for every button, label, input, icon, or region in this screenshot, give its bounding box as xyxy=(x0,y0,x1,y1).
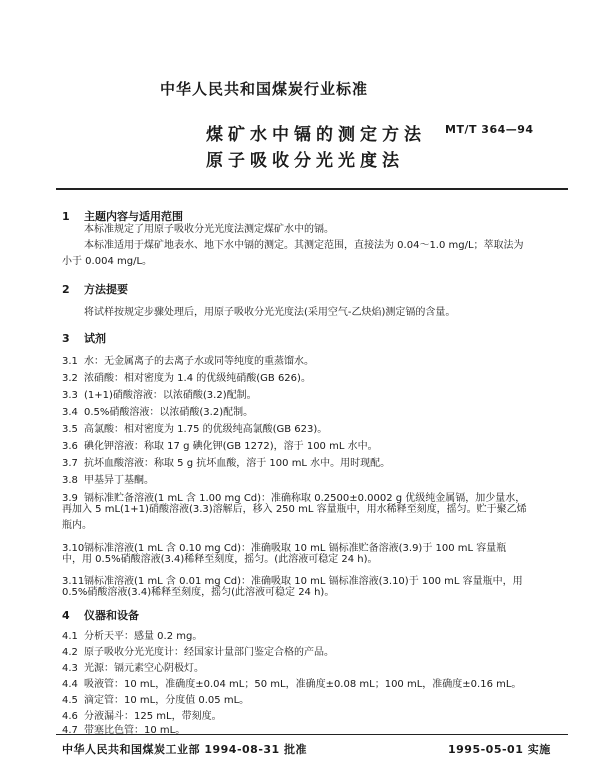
item-text: 滴定管：10 mL，分度值 0.05 mL。 xyxy=(84,695,250,706)
list-item xyxy=(62,659,204,674)
section-number: 2 xyxy=(62,283,70,296)
item-number: 4.5 xyxy=(62,695,78,706)
item-text: (1+1)硝酸溶液：以浓硝酸(3.2)配制。 xyxy=(84,390,257,401)
item-continuation: 瓶内。 xyxy=(62,520,92,531)
item-text: 高氯酸：相对密度为 1.75 的优级纯高氯酸(GB 623)。 xyxy=(84,424,328,435)
item-number: 4.4 xyxy=(62,679,78,690)
list-item xyxy=(62,691,249,706)
list-item xyxy=(62,471,154,486)
section-title: 主题内容与适用范围 xyxy=(84,210,183,223)
item-text: 甲基异丁基酮。 xyxy=(84,475,154,486)
item-text: 浓硝酸：相对密度为 1.4 的优级纯硝酸(GB 626)。 xyxy=(84,373,311,384)
section-title: 试剂 xyxy=(84,332,106,345)
header-divider xyxy=(56,188,568,190)
list-item xyxy=(62,454,390,469)
section-number: 1 xyxy=(62,210,70,223)
item-text: 光源：镉元素空心阴极灯。 xyxy=(84,663,204,674)
list-item xyxy=(62,707,222,722)
list-item xyxy=(62,403,253,418)
item-number: 3.11 xyxy=(62,576,85,587)
section-title: 仪器和设备 xyxy=(84,609,139,622)
list-item xyxy=(62,369,311,384)
standard-code: MT/T 364—94 xyxy=(445,123,534,136)
item-text: 吸液管：10 mL，准确度±0.04 mL；50 mL，准确度±0.08 mL；100 mL，准确度±0.16 mL。 xyxy=(84,679,522,690)
list-item xyxy=(62,386,257,401)
section-1-paragraph-2-line1: 本标准适用于煤矿地表水、地下水中镉的测定。其测定范围，直接法为 0.04～1.0 mg/L；萃取法为 xyxy=(84,240,524,251)
item-text: 带塞比色管：10 mL。 xyxy=(84,725,186,736)
industry-standard-heading: 中华人民共和国煤炭行业标准 xyxy=(160,80,369,98)
item-number: 3.6 xyxy=(62,441,78,452)
approval-statement: 中华人民共和国煤炭工业部 1994-08-31 批准 xyxy=(62,743,308,756)
list-item xyxy=(62,643,334,658)
item-number: 3.3 xyxy=(62,390,78,401)
item-number: 4.2 xyxy=(62,647,78,658)
item-text: 分液漏斗：125 mL，带刻度。 xyxy=(84,711,222,722)
item-continuation: 0.5%硝酸溶液(3.4)稀释至刻度，摇匀(此溶液可稳定 24 h)。 xyxy=(62,587,335,598)
section-title: 方法提要 xyxy=(84,283,128,296)
list-item xyxy=(62,627,202,642)
footer-divider xyxy=(56,734,568,735)
item-number: 3.7 xyxy=(62,458,78,469)
effective-date: 1995-05-01 实施 xyxy=(448,743,551,756)
item-number: 3.8 xyxy=(62,475,78,486)
item-number: 4.6 xyxy=(62,711,78,722)
section-2-paragraph: 将试样按规定步骤处理后，用原子吸收分光光度法(采用空气-乙炔焰)测定镉的含量。 xyxy=(84,307,456,318)
document-title-line2: 原子吸收分光光度法 xyxy=(206,151,404,171)
section-number: 4 xyxy=(62,609,70,622)
item-number: 4.1 xyxy=(62,631,78,642)
item-number: 3.5 xyxy=(62,424,78,435)
section-2-heading xyxy=(62,281,128,297)
item-text: 镉标准贮备溶液(1 mL 含 1.00 mg Cd)：准确称取 0.2500±0.0002 g 优级纯金属镉，加少量水， xyxy=(84,493,526,504)
item-number: 4.7 xyxy=(62,725,78,736)
item-number: 3.2 xyxy=(62,373,78,384)
list-item xyxy=(62,352,314,367)
item-text: 抗坏血酸溶液：称取 5 g 抗坏血酸，溶于 100 mL 水中。用时现配。 xyxy=(84,458,391,469)
item-text: 0.5%硝酸溶液：以浓硝酸(3.2)配制。 xyxy=(84,407,254,418)
item-continuation: 中，用 0.5%硝酸溶液(3.4)稀释至刻度，摇匀。(此溶液可稳定 24 h)。 xyxy=(62,554,378,565)
list-item xyxy=(62,675,521,690)
item-number: 3.10 xyxy=(62,543,85,554)
item-text: 碘化钾溶液：称取 17 g 碘化钾(GB 1272)，溶于 100 mL 水中。 xyxy=(84,441,378,452)
document-title-line1: 煤矿水中镉的测定方法 xyxy=(206,125,426,145)
item-text: 镉标准溶液(1 mL 含 0.10 mg Cd)：准确吸取 10 mL 镉标准贮备溶液(3.9)于 100 mL 容量瓶 xyxy=(84,543,507,554)
list-item xyxy=(62,420,327,435)
item-number: 3.1 xyxy=(62,356,78,367)
section-4-heading xyxy=(62,607,139,623)
item-text: 镉标准溶液(1 mL 含 0.01 mg Cd)：准确吸取 10 mL 镉标准溶液(3.10)于 100 mL 容量瓶中，用 xyxy=(84,576,523,587)
item-continuation: 再加入 5 mL(1+1)硝酸溶液(3.3)溶解后，移入 250 mL 容量瓶中，用水稀释至刻度，摇匀。贮于聚乙烯 xyxy=(62,504,527,515)
section-1-paragraph-1: 本标准规定了用原子吸收分光光度法测定煤矿水中的镉。 xyxy=(84,224,334,235)
item-text: 分析天平：感量 0.2 mg。 xyxy=(84,631,203,642)
section-number: 3 xyxy=(62,332,70,345)
item-number: 4.3 xyxy=(62,663,78,674)
item-number: 3.4 xyxy=(62,407,78,418)
item-text: 水：无金属离子的去离子水或同等纯度的重蒸馏水。 xyxy=(84,356,314,367)
list-item xyxy=(62,437,378,452)
section-1-paragraph-2-line2: 小于 0.004 mg/L。 xyxy=(62,256,153,267)
section-3-heading xyxy=(62,330,106,346)
item-number: 3.9 xyxy=(62,493,78,504)
item-text: 原子吸收分光光度计：经国家计量部门鉴定合格的产品。 xyxy=(84,647,334,658)
